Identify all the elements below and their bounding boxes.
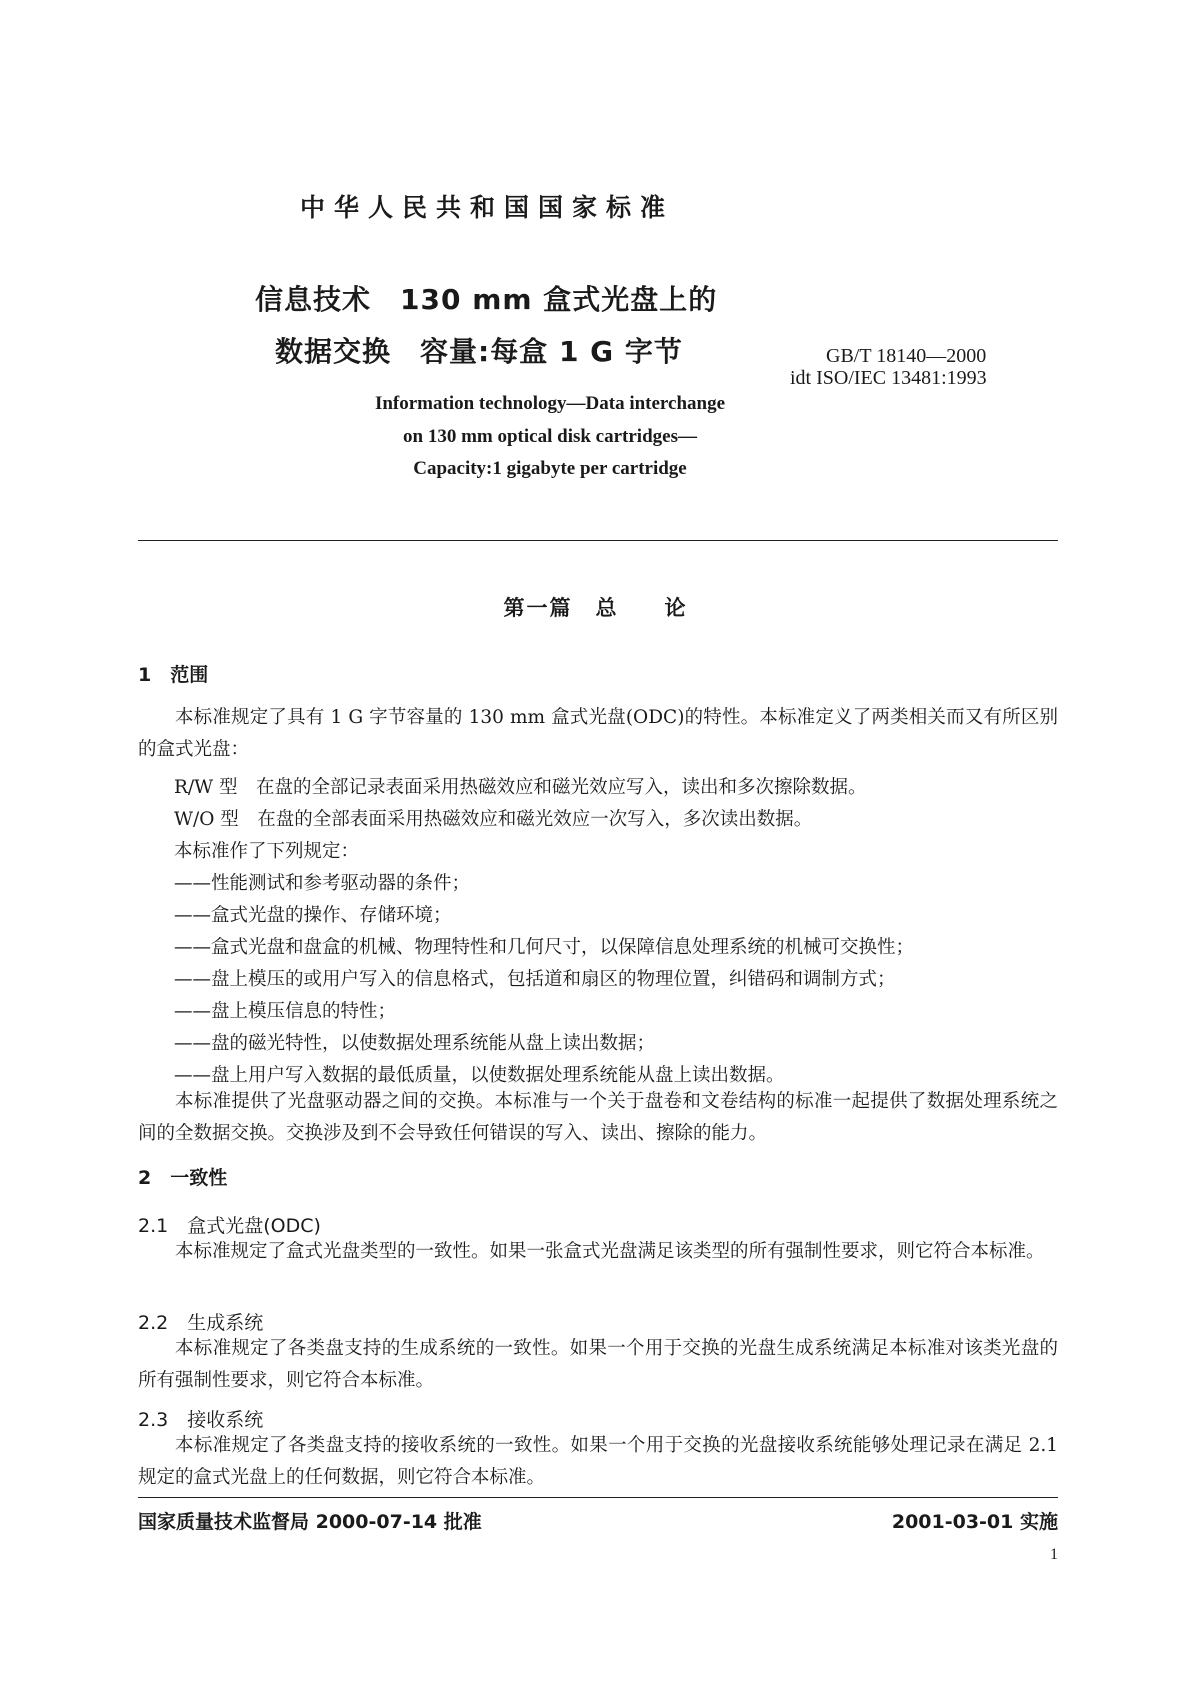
section2-2-title: 2.2 生成系统 xyxy=(138,1312,264,1334)
section2-3-title: 2.3 接收系统 xyxy=(138,1409,264,1431)
section2-3-text: 本标准规定了各类盘支持的接收系统的一致性。如果一个用于交换的光盘接收系统能够处理记录在满足 2.1 规定的盒式光盘上的任何数据，则它符合本标准。 xyxy=(138,1435,1058,1488)
part-title: 第一篇 总 论 xyxy=(503,596,688,620)
section1-paragraph2: 本标准提供了光盘驱动器之间的交换。本标准与一个关于盘卷和文卷结构的标准一起提供了数据处理系统之间的全数据交换。交换涉及到不会导致任何错误的写入、读出、擦除的能力。 xyxy=(138,1091,1058,1144)
list-item: ——盒式光盘和盘盒的机械、物理特性和几何尺寸，以保障信息处理系统的机械可交换性； xyxy=(174,937,915,958)
section1-rw-type: R/W 型 在盘的全部记录表面采用热磁效应和磁光效应写入，读出和多次擦除数据。 xyxy=(174,777,867,798)
list-item: ——盘上模压信息的特性； xyxy=(174,1001,397,1022)
standard-equivalence: idt ISO/IEC 13481:1993 xyxy=(790,367,987,389)
title-zh-line2: 数据交换 容量:每盒 1 G 字节 xyxy=(275,335,683,368)
section2-1-text: 本标准规定了盒式光盘类型的一致性。如果一张盒式光盘满足该类型的所有强制性要求，则它符合本标准。 xyxy=(175,1241,1045,1262)
section2-heading: 2 一致性 xyxy=(138,1167,228,1189)
footer-divider xyxy=(138,1497,1058,1498)
title-zh-line1: 信息技术 130 mm 盒式光盘上的 xyxy=(255,283,718,316)
national-standard-label: 中华人民共和国国家标准 xyxy=(300,193,675,222)
approval-date: 国家质量技术监督局 2000-07-14 批准 xyxy=(138,1511,482,1533)
page-number: 1 xyxy=(1050,1546,1058,1563)
title-en-line3: Capacity:1 gigabyte per cartridge xyxy=(413,458,687,479)
list-item: ——性能测试和参考驱动器的条件； xyxy=(174,873,471,894)
list-item: ——盒式光盘的操作、存储环境； xyxy=(174,905,452,926)
title-en-line2: on 130 mm optical disk cartridges— xyxy=(403,426,697,447)
header-divider xyxy=(138,540,1058,541)
section1-wo-type: W/O 型 在盘的全部表面采用热磁效应和磁光效应一次写入，多次读出数据。 xyxy=(174,809,813,830)
list-item: ——盘上用户写入数据的最低质量，以使数据处理系统能从盘上读出数据。 xyxy=(174,1065,785,1086)
implementation-date: 2001-03-01 实施 xyxy=(891,1511,1058,1533)
section1-intro: 本标准作了下列规定： xyxy=(174,841,360,862)
title-en-line1: Information technology—Data interchange xyxy=(374,393,726,414)
list-item: ——盘的磁光特性，以使数据处理系统能从盘上读出数据； xyxy=(174,1033,656,1054)
list-item: ——盘上模压的或用户写入的信息格式，包括道和扇区的物理位置，纠错码和调制方式； xyxy=(174,969,896,990)
standard-number: GB/T 18140—2000 xyxy=(826,345,987,367)
section1-heading: 1 范围 xyxy=(138,664,209,686)
section2-1-title: 2.1 盒式光盘(ODC) xyxy=(138,1215,321,1237)
section1-paragraph1: 本标准规定了具有 1 G 字节容量的 130 mm 盒式光盘(ODC)的特性。本标准定义了两类相关而又有所区别的盒式光盘： xyxy=(138,707,1058,760)
section2-2-text: 本标准规定了各类盘支持的生成系统的一致性。如果一个用于交换的光盘生成系统满足本标准对该类光盘的所有强制性要求，则它符合本标准。 xyxy=(138,1338,1058,1391)
